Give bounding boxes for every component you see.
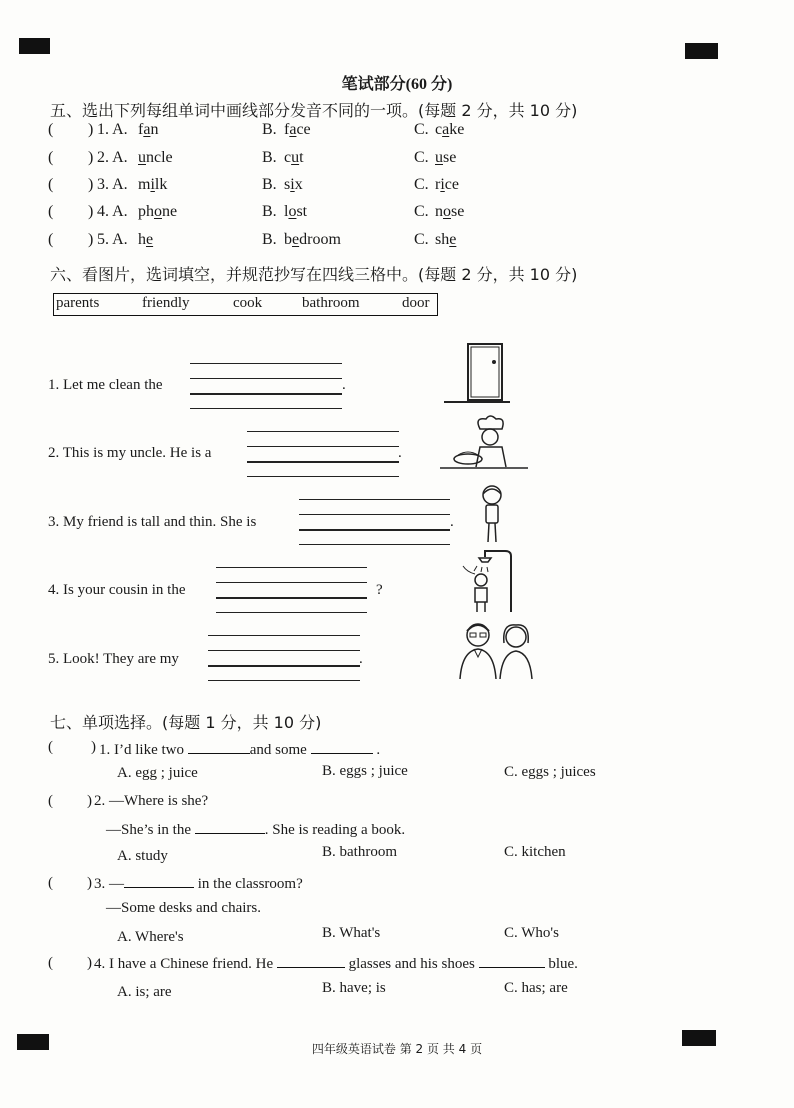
page-footer: 四年级英语试卷 第 2 页 共 4 页 bbox=[311, 1042, 483, 1056]
fill-item-4-text: 4. Is your cousin in the bbox=[48, 582, 186, 598]
q1-option-a[interactable]: A. egg ; juice bbox=[117, 765, 198, 781]
answer-paren-open: ( bbox=[48, 231, 54, 248]
q4-option-c[interactable]: C. has; are bbox=[504, 980, 568, 996]
q4-blank-1[interactable] bbox=[277, 953, 345, 968]
q4-end: blue. bbox=[548, 956, 578, 972]
answer-paren-open: ( bbox=[48, 793, 53, 809]
cook-icon bbox=[440, 415, 528, 471]
q1-blank-1[interactable] bbox=[188, 739, 250, 754]
answer-paren-open: ( bbox=[48, 149, 54, 166]
q2-line1: 2. —Where is she? bbox=[94, 793, 209, 809]
four-line-grid-5[interactable] bbox=[208, 635, 360, 681]
question-2-line2 bbox=[106, 819, 405, 839]
option-b-label: B. bbox=[262, 176, 277, 193]
fill-item-4-end: ? bbox=[376, 582, 383, 598]
answer-slot[interactable] bbox=[58, 176, 84, 194]
q3-pre: 3. — bbox=[94, 876, 124, 892]
q1-pre: 1. I’d like two bbox=[99, 742, 184, 758]
word-bank-item: friendly bbox=[142, 295, 190, 311]
q3-option-a[interactable]: A. Where's bbox=[117, 929, 184, 945]
option-b-label: B. bbox=[262, 121, 277, 138]
q2-option-b[interactable]: B. bathroom bbox=[322, 844, 397, 860]
q4-option-a[interactable]: A. is; are bbox=[117, 984, 172, 1000]
q2-line2-pre: —She’s in the bbox=[106, 822, 191, 838]
option-c-label: C. bbox=[414, 203, 429, 220]
row-number-option-a-label: 5. A. bbox=[97, 231, 128, 248]
answer-slot-q2[interactable] bbox=[58, 793, 84, 811]
q1-blank-2[interactable] bbox=[311, 739, 373, 754]
option-a-word[interactable]: milk bbox=[138, 176, 168, 193]
section5-heading: 五、选出下列每组单词中画线部分发音不同的一项。(每题 2 分，共 10 分) bbox=[50, 101, 578, 120]
fill-item-2-end: . bbox=[398, 445, 402, 461]
answer-paren-open: ( bbox=[48, 203, 54, 220]
q2-line2-post: . She is reading a book. bbox=[264, 822, 406, 838]
word-bank-item: cook bbox=[233, 295, 263, 311]
door-icon bbox=[442, 342, 512, 404]
answer-slot-q4[interactable] bbox=[58, 955, 84, 973]
answer-paren-open: ( bbox=[48, 955, 53, 971]
option-c-word[interactable]: nose bbox=[435, 203, 465, 220]
option-a-word[interactable]: uncle bbox=[138, 149, 173, 166]
girl-icon bbox=[474, 482, 510, 546]
option-b-word[interactable]: lost bbox=[284, 203, 308, 220]
section7-heading: 七、单项选择。(每题 1 分，共 10 分) bbox=[50, 713, 322, 732]
fill-item-1-end: . bbox=[342, 377, 346, 393]
shower-icon bbox=[455, 548, 519, 614]
option-c-label: C. bbox=[414, 176, 429, 193]
q1-option-c[interactable]: C. eggs ; juices bbox=[504, 764, 596, 780]
option-c-label: C. bbox=[414, 121, 429, 138]
option-b-label: B. bbox=[262, 203, 277, 220]
option-c-label: C. bbox=[414, 231, 429, 248]
fill-item-1-text: 1. Let me clean the bbox=[48, 377, 163, 393]
option-c-label: C. bbox=[414, 149, 429, 166]
four-line-grid-1[interactable] bbox=[190, 363, 342, 409]
q4-option-b[interactable]: B. have; is bbox=[322, 980, 386, 996]
four-line-grid-3[interactable] bbox=[299, 499, 450, 545]
page-title: 笔试部分(60 分) bbox=[341, 76, 453, 93]
fill-item-5-text: 5. Look! They are my bbox=[48, 651, 179, 667]
row-number-option-a-label: 2. A. bbox=[97, 149, 128, 166]
row-number-option-a-label: 3. A. bbox=[97, 176, 128, 193]
answer-paren-open: ( bbox=[48, 739, 53, 755]
four-line-grid-2[interactable] bbox=[247, 431, 399, 477]
q4-pre: 4. I have a Chinese friend. He bbox=[94, 956, 274, 972]
answer-paren-open: ( bbox=[48, 176, 54, 193]
answer-paren-close: ) bbox=[88, 121, 94, 138]
answer-paren-close: ) bbox=[87, 875, 92, 891]
answer-paren-close: ) bbox=[91, 739, 96, 755]
answer-slot[interactable] bbox=[58, 121, 84, 139]
answer-paren-close: ) bbox=[87, 793, 92, 809]
q1-option-b[interactable]: B. eggs ; juice bbox=[322, 763, 408, 779]
registration-mark-top-right bbox=[685, 43, 718, 59]
q3-option-b[interactable]: B. What's bbox=[322, 925, 381, 941]
option-b-word[interactable]: face bbox=[284, 121, 311, 138]
answer-paren-close: ) bbox=[88, 231, 94, 248]
q2-option-a[interactable]: A. study bbox=[117, 848, 168, 864]
option-c-word[interactable]: rice bbox=[435, 176, 459, 193]
q4-mid: glasses and his shoes bbox=[348, 956, 475, 972]
q3-option-c[interactable]: C. Who's bbox=[504, 925, 559, 941]
answer-paren-open: ( bbox=[48, 875, 53, 891]
answer-paren-open: ( bbox=[48, 121, 54, 138]
option-c-word[interactable]: use bbox=[435, 149, 457, 166]
question-3 bbox=[94, 873, 303, 893]
parents-icon bbox=[456, 617, 538, 681]
answer-slot-q1[interactable] bbox=[60, 739, 88, 757]
word-bank bbox=[53, 293, 438, 316]
fill-item-5-end: . bbox=[359, 651, 363, 667]
q3-post: in the classroom? bbox=[197, 876, 303, 892]
option-b-word[interactable]: six bbox=[284, 176, 303, 193]
option-b-label: B. bbox=[262, 231, 277, 248]
word-bank-item: door bbox=[402, 295, 430, 311]
fill-item-3-end: . bbox=[450, 514, 454, 530]
fill-item-2-text: 2. This is my uncle. He is a bbox=[48, 445, 212, 461]
registration-mark-top-left bbox=[19, 38, 50, 54]
answer-slot-q3[interactable] bbox=[58, 875, 84, 893]
fill-item-3-text: 3. My friend is tall and thin. She is bbox=[48, 514, 257, 530]
option-c-word[interactable]: cake bbox=[435, 121, 465, 138]
q4-blank-2[interactable] bbox=[479, 953, 545, 968]
answer-slot[interactable] bbox=[58, 231, 84, 249]
option-b-word[interactable]: cut bbox=[284, 149, 304, 166]
q2-option-c[interactable]: C. kitchen bbox=[504, 844, 566, 860]
option-b-label: B. bbox=[262, 149, 277, 166]
word-bank-item: parents bbox=[56, 295, 100, 311]
row-number-option-a-label: 4. A. bbox=[97, 203, 128, 220]
answer-paren-close: ) bbox=[88, 203, 94, 220]
question-4 bbox=[94, 953, 578, 973]
q3-line2: —Some desks and chairs. bbox=[106, 900, 261, 916]
q1-mid: and some bbox=[249, 742, 307, 758]
option-a-word[interactable]: phone bbox=[138, 203, 178, 220]
answer-paren-close: ) bbox=[87, 955, 92, 971]
option-a-word[interactable]: he bbox=[138, 231, 154, 248]
answer-slot[interactable] bbox=[58, 149, 84, 167]
option-c-word[interactable]: she bbox=[435, 231, 457, 248]
answer-slot[interactable] bbox=[58, 203, 84, 221]
section6-heading: 六、看图片，选词填空，并规范抄写在四线三格中。(每题 2 分，共 10 分) bbox=[50, 265, 578, 284]
option-a-word[interactable]: fan bbox=[138, 121, 159, 138]
question-1 bbox=[99, 739, 380, 759]
q2-blank[interactable] bbox=[195, 819, 265, 834]
answer-paren-close: ) bbox=[88, 176, 94, 193]
q3-blank[interactable] bbox=[124, 873, 194, 888]
row-number-option-a-label: 1. A. bbox=[97, 121, 128, 138]
answer-paren-close: ) bbox=[88, 149, 94, 166]
four-line-grid-4[interactable] bbox=[216, 567, 367, 613]
word-bank-item: bathroom bbox=[302, 295, 360, 311]
q1-end: . bbox=[376, 742, 381, 758]
option-b-word[interactable]: bedroom bbox=[284, 231, 341, 248]
